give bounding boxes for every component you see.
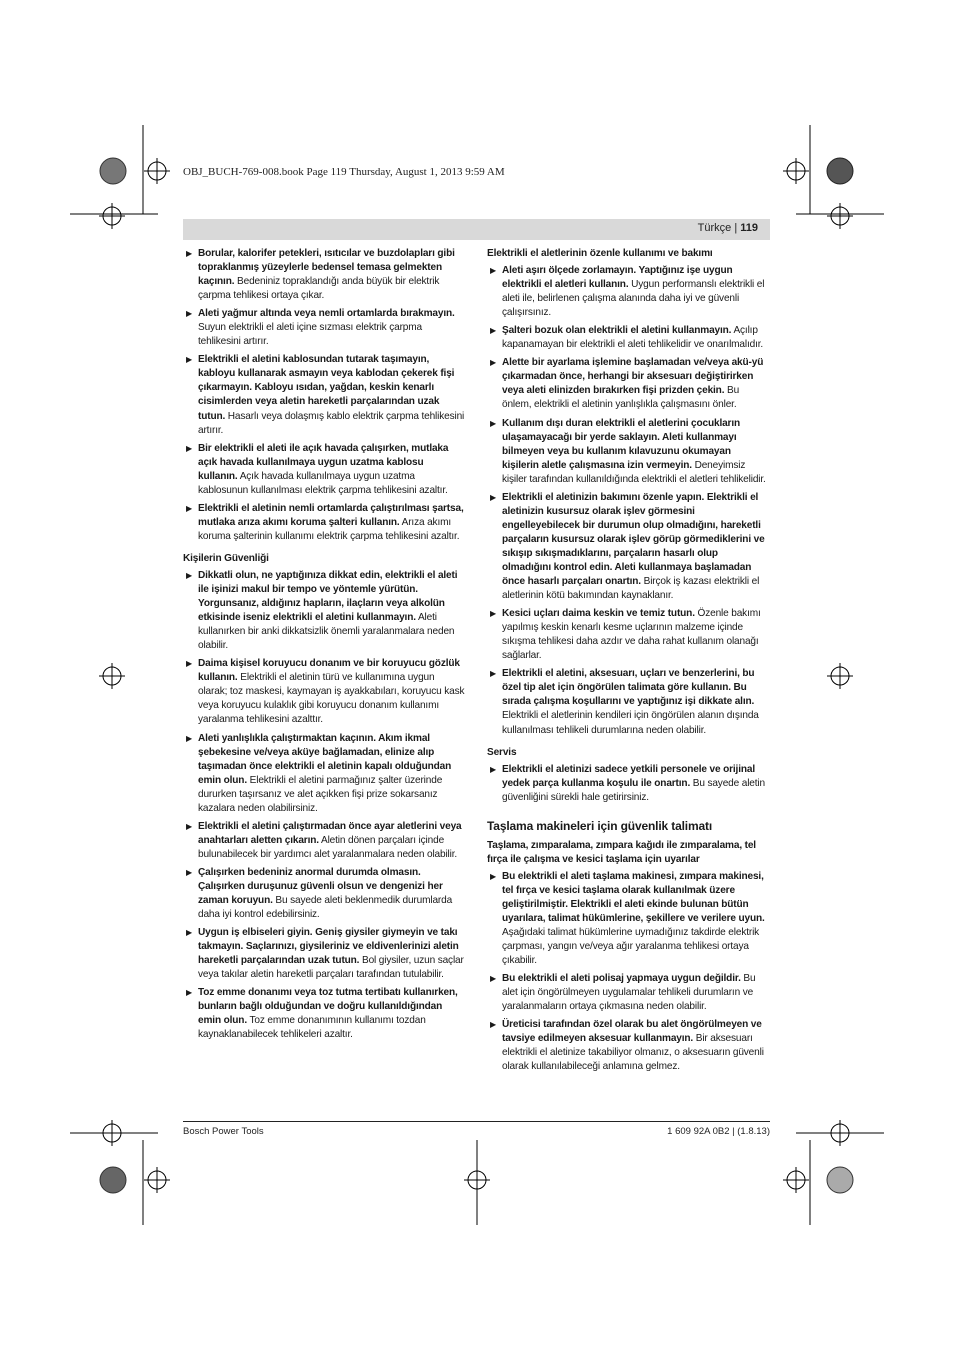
bullet-triangle-icon: ▶ [186, 867, 193, 877]
bullet-bold-text: Toz emme donanımı veya toz tutma tertibatı kullanırken, bunların bağlı olduğundan ve doğru kullanıldığından emin olun. [198, 987, 458, 1027]
bullet-text: Bedeniniz topraklandığı anda büyük bir elektrik çarpma tehlikesi ortaya çıkar. [198, 276, 440, 302]
bullet-triangle-icon: ▶ [186, 355, 193, 365]
bullet-list [183, 569, 465, 1043]
bullet-bold-text: Borular, kalorifer petekleri, ısıtıcılar ve buzdolapları gibi topraklanmış yüzeylerle bedensel temasa gelmekten kaçının. [198, 248, 455, 288]
bullet-triangle-icon: ▶ [490, 1020, 497, 1030]
bullet-text: Bol giysiler, uzun saçlar veya takılar aletin hareketli parçaları tarafından tutulabilir. [198, 955, 464, 981]
bullet-text: Aleti kullanırken bir anki dikkatsizlik önemli yaralanmalara neden olabilir. [198, 612, 455, 652]
bullet-triangle-icon: ▶ [186, 309, 193, 319]
bullet-text: Elektrikli el aletinin türü ve kullanımına uygun olarak; toz maskesi, kaymayan iş ayakkabıları, koruyucu kask veya koruyucu kulaklık gibi koruyucu donanım kullanımı yaralanma tehlikesini azalttır. [198, 672, 465, 726]
bullet-list [487, 763, 769, 805]
bullet-bold-text: Kesici uçları daima keskin ve temiz tutun. [502, 608, 695, 620]
bullet-bold-text: Uygun iş elbiseleri giyin. Geniş giysiler giymeyin ve takı takmayın. Saçlarınızı, giysileriniz ve eldivenlerinizi aletin hareketli parçalarından uzak tutun. [198, 927, 459, 967]
bullet-text: Elektrikli el aletlerinin kendileri için öngörülen alanın dışında kullanılması tehlikeli durumlarına neden olabilir. [502, 710, 759, 736]
bullet-item [487, 667, 769, 737]
heading-service: Servis [487, 746, 517, 758]
bullet-triangle-icon: ▶ [490, 609, 497, 619]
bullet-text: Bu sayede aleti beklenmedik durumlarda daha iyi kontrol edebilirsiniz. [198, 895, 453, 921]
footer-code: 1 609 92A 0B2 | (1.8.13) [667, 1126, 770, 1137]
bullet-text: Bu sayede aletin güvenliğini sürekli hale getirirsiniz. [502, 777, 765, 803]
bullet-triangle-icon: ▶ [490, 669, 497, 679]
bullet-bold-text: Elektrikli el aletini kablosundan tutarak taşımayın, kabloyu kullanarak asmayın veya kablodan çekerek fişi çıkarmayın. Kabloyu ısıdan, yağdan, keskin kenarlı cisimlerden veya aletin hareketli parçalarından uzak tutun. [198, 354, 455, 422]
bullet-triangle-icon: ▶ [186, 928, 193, 938]
footer-rule [183, 1121, 770, 1122]
bullet-item [183, 353, 465, 437]
bullet-item [183, 657, 465, 727]
bullet-item [183, 926, 465, 982]
bullet-list [487, 870, 769, 1075]
bullet-text: Aşağıdaki talimat hükümlerine uymadığınız takdirde elektrik çarpması, yangın ve/veya ağır yaralanma tehlikesi ortaya çıkabilir. [502, 927, 760, 967]
bullet-bold-text: Elektrikli el aletinin nemli ortamlarda çalıştırılması şartsa, mutlaka arıza akımı koruma şalteri kullanın. [198, 502, 464, 528]
print-slug: OBJ_BUCH-769-008.book Page 119 Thursday, August 1, 2013 9:59 AM [183, 166, 505, 178]
bullet-text: Birçok iş kazası elektrikli el aletlerinin kötü bakımından kaynaklanır. [502, 576, 760, 602]
bullet-triangle-icon: ▶ [186, 733, 193, 743]
bullet-item [487, 972, 769, 1014]
bullet-item [183, 820, 465, 862]
bullet-bold-text: Aleti aşırı ölçede zorlamayın. Yaptığınız işe uygun elektrikli el aletleri kullanın. [502, 265, 733, 291]
bullet-bold-text: Aleti yanlışlıkla çalıştırmaktan kaçının. Akım ikmal şebekesine ve/veya aküye bağlamadan, elinize alıp taşımadan önce elektrikli el aletinin kapalı olduğundan emin olun. [198, 732, 452, 786]
bullet-item [183, 307, 465, 349]
bullet-triangle-icon: ▶ [186, 821, 193, 831]
bullet-item [183, 569, 465, 653]
bullet-triangle-icon: ▶ [186, 443, 193, 453]
bullet-bold-text: Üreticisi tarafından özel olarak bu alet öngörülmeyen ve tavsiye edilmeyen aksesuar kullanmayın. [502, 1019, 762, 1045]
bullet-text: Hasarlı veya dolaşmış kablo elektrik çarpma tehlikesini artırır. [198, 410, 465, 436]
footer-brand: Bosch Power Tools [183, 1126, 264, 1137]
bullet-triangle-icon: ▶ [490, 974, 497, 984]
bullet-triangle-icon: ▶ [490, 871, 497, 881]
bullet-item [183, 732, 465, 816]
bullet-list [487, 264, 769, 738]
bullet-item [487, 264, 769, 320]
bullet-bold-text: Dikkatli olun, ne yaptığınıza dikkat edin, elektrikli el aleti ile işinizi makul bir tempo ve yöntemle yürütün. Yorgunsanız, aldığınız hapların, ilaçların veya alkolün etkisinde iseniz elektrikli el aletini kullanmayın. [198, 569, 458, 624]
bullet-text: Bu önlem, elektrikli el aletinin yanlışlıkla çalışmasını önler. [502, 385, 740, 411]
bullet-list [183, 247, 465, 544]
bullet-item [487, 324, 769, 352]
bullet-item [183, 442, 465, 498]
bullet-triangle-icon: ▶ [186, 570, 193, 580]
bullet-bold-text: Aleti yağmur altında veya nemli ortamlarda bırakmayın. [198, 308, 455, 320]
bullet-text: Toz emme donanımının kullanımı tozdan kaynaklanabilecek tehlikeleri azaltır. [198, 1015, 426, 1041]
bullet-bold-text: Çalışırken bedeniniz anormal durumda olmasın. Çalışırken duruşunuz güvenli olsun ve dengenizi her zaman koruyun. [198, 866, 443, 907]
bullet-triangle-icon: ▶ [490, 358, 497, 368]
bullet-item [183, 986, 465, 1042]
bullet-item [487, 491, 769, 603]
bullet-triangle-icon: ▶ [186, 249, 193, 258]
heading-personal-safety: Kişilerin Güvenliği [183, 552, 269, 564]
heading-tool-care: Elektrikli el aletlerinin özenle kullanımı ve bakımı [487, 248, 713, 259]
bullet-bold-text: Elektrikli el aletinizin bakımını özenle yapın. Elektrikli el aletinizin kusursuz olarak işlev görmesini engelleyebilecek bir durumun olup olmadığını, hareketli parçaların kusursuz olarak işlev görüp görmediklerini ve sıkışıp sıkışmadıklarını, parçaların hasarlı olup olmadığını kontrol edin. Aleti kullanmaya başlamadan önce hasarlı parçaları onartın. [502, 491, 765, 588]
bullet-triangle-icon: ▶ [186, 988, 193, 998]
subheading-warnings: Taşlama, zımparalama, zımpara kağıdı ile zımparalama, tel fırça ile çalışma ve kesici taşlama için uyarılar [487, 839, 756, 865]
bullet-triangle-icon: ▶ [490, 764, 497, 774]
page-header [183, 219, 770, 240]
bullet-triangle-icon: ▶ [186, 659, 193, 669]
bullet-item [487, 417, 769, 487]
bullet-text: Aletin dönen parçaları içinde bulunabilecek bir yardımcı alet yaralanmalara neden olabilir. [198, 834, 458, 860]
bullet-bold-text: Elektrikli el aletini, aksesuarı, uçları ve benzerlerini, bu özel tip alet için öngörülen talimata göre kullanın. Bu sırada çalışma koşullarını ve yaptığınız işi dikkate alın. [502, 668, 755, 708]
bullet-bold-text: Elektrikli el aletini çalıştırmadan önce ayar aletlerini veya anahtarları aletten çıkarın. [198, 820, 462, 846]
bullet-item [487, 870, 769, 968]
bullet-bold-text: Bu elektrikli el aleti taşlama makinesi, zımpara makinesi, tel fırça ve kesici taşlama olarak kullanılmak üzere geliştirilmiştir. Elektrikli el aleti ekinde bulunan bütün uyarılara, talimat hükümlerine, şekillere ve verilere uyun. [502, 870, 765, 925]
bullet-text: Açılıp kapanamayan bir elektrikli el aleti tehlikelidir ve onarılmalıdır. [502, 325, 764, 351]
bullet-text: Arıza akımı koruma şalterinin kullanımı elektrik çarpma tehlikesini azaltır. [198, 516, 460, 542]
bullet-text: Bu alet için öngörülmeyen uygulamalar tehlikeli durumların ve yaralanmaların ortaya çıkmasına neden olabilir. [502, 973, 756, 1013]
bullet-bold-text: Daima kişisel koruyucu donanım ve bir koruyucu gözlük kullanın. [198, 658, 460, 684]
bullet-text: Uygun performanslı elektrikli el aleti ile, belirlenen çalışma alanında daha iyi ve güvenli çalışırsınız. [502, 279, 765, 319]
bullet-text: Suyun elektrikli el aleti içine sızması elektrik çarpma tehlikesini artırır. [198, 322, 422, 348]
bullet-bold-text: Alette bir ayarlama işlemine başlamadan ve/veya akü-yü çıkarmadan önce, herhangi bir aksesuarı değiştirirken veya aleti elinizden bırakırken fişi prizden çekin. [502, 357, 764, 397]
bullet-item [487, 1018, 769, 1074]
bullet-item [183, 866, 465, 922]
bullet-text: Bir aksesuarı elektrikli el aletinize takabiliyor olmanız, o aksesuarın güvenli olarak kullanılabileceği anlamına gelmez. [502, 1033, 764, 1073]
bullet-triangle-icon: ▶ [186, 503, 193, 513]
bullet-bold-text: Elektrikli el aletinizi sadece yetkili personele ve orijinal yedek parça kullanma koşulu ile onartın. [502, 763, 755, 789]
bullet-item [487, 607, 769, 663]
bullet-text: Elektrikli el aletini parmağınız şalter üzerinde dururken taşırsanız ve alet açıkken fişi prize sokarsanız kazalara neden olabilirsiniz. [198, 774, 443, 814]
bullet-bold-text: Şalteri bozuk olan elektrikli el aletini kullanmayın. [502, 325, 732, 337]
bullet-text: Deneyimsiz kişiler tarafından kullanıldığında elektrikli el aletleri tehlikelidir. [502, 459, 766, 485]
bullet-item [487, 763, 769, 805]
left-column [183, 247, 465, 1046]
bullet-triangle-icon: ▶ [490, 418, 497, 428]
bullet-triangle-icon: ▶ [490, 326, 497, 336]
bullet-bold-text: Bir elektrikli el aleti ile açık havada çalışırken, mutlaka açık havada kullanılmaya uygun uzatma kablosu kullanın. [198, 442, 449, 482]
header-language: Türkçe [697, 222, 732, 234]
bullet-text: Özenle bakımı yapılmış keskin kenarlı kesme uçlarının malzeme içinde sıkışma tehlikesi daha azdır ve daha rahat kullanım olanağı sağlarlar. [502, 608, 761, 662]
page-number: 119 [740, 222, 758, 234]
bullet-bold-text: Kullanım dışı duran elektrikli el aletlerini çocukların ulaşamayacağı bir yerde saklayın. Aleti kullanmayı bilmeyen veya bu kullanım kılavuzunu okumayan kişilerin aletle çalışmasına izin vermeyin. [502, 417, 741, 471]
right-column [487, 247, 769, 1079]
header-separator: | [734, 222, 738, 234]
bullet-item [487, 356, 769, 412]
section-title: Taşlama makineleri için güvenlik talimatı [487, 818, 713, 833]
bullet-text: Açık havada kullanılmaya uygun uzatma kablosunun kullanılması elektrik çarpma tehlikesini azaltır. [198, 470, 448, 496]
bullet-bold-text: Bu elektrikli el aleti polisaj yapmaya uygun değildir. [502, 973, 741, 985]
bullet-item [183, 247, 465, 303]
bullet-triangle-icon: ▶ [490, 266, 497, 276]
bullet-triangle-icon: ▶ [490, 492, 497, 502]
bullet-item [183, 502, 465, 544]
